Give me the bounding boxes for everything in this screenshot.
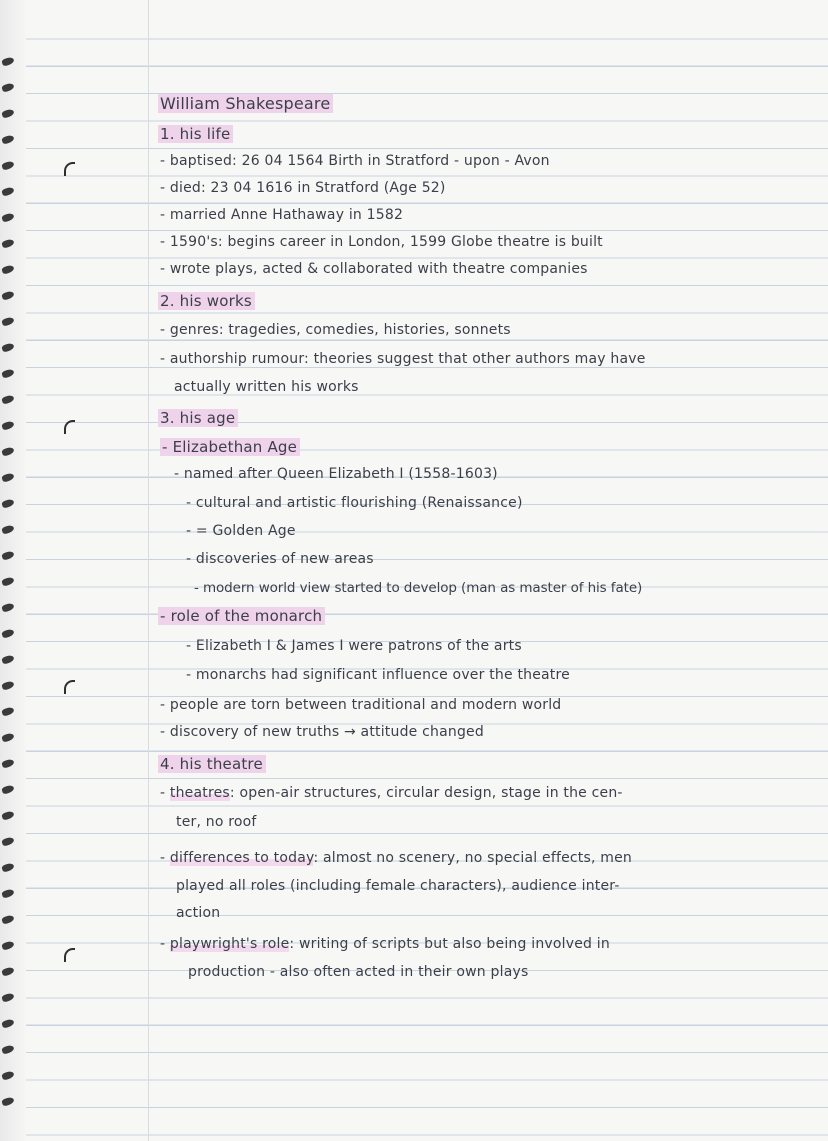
binding-hole xyxy=(1,368,15,378)
note-line: - discoveries of new areas xyxy=(186,551,374,567)
binding-hole xyxy=(1,680,15,690)
section-heading-works: 2. his works xyxy=(158,291,255,311)
note-line: - = Golden Age xyxy=(186,523,296,539)
binding-hole xyxy=(1,316,15,326)
margin-mark xyxy=(64,948,75,962)
spiral-binding xyxy=(0,0,26,1141)
binding-hole xyxy=(1,1070,15,1080)
binding-hole xyxy=(1,524,15,534)
binding-hole xyxy=(1,706,15,716)
section-heading-life: 1. his life xyxy=(158,124,233,144)
note-line: played all roles (including female characters), audience inter- xyxy=(176,878,620,894)
binding-hole xyxy=(1,550,15,560)
binding-hole xyxy=(1,862,15,872)
binding-hole xyxy=(1,940,15,950)
note-line: actually written his works xyxy=(174,379,359,395)
binding-hole xyxy=(1,1018,15,1028)
note-line: - died: 23 04 1616 in Stratford (Age 52) xyxy=(160,180,446,196)
binding-hole xyxy=(1,498,15,508)
binding-hole xyxy=(1,836,15,846)
binding-hole xyxy=(1,82,15,92)
note-line: - monarchs had significant influence over the theatre xyxy=(186,667,570,683)
binding-hole xyxy=(1,810,15,820)
page-title: William Shakespeare xyxy=(158,94,333,114)
margin-mark xyxy=(64,420,75,434)
binding-hole xyxy=(1,1096,15,1106)
binding-hole xyxy=(1,394,15,404)
binding-hole xyxy=(1,992,15,1002)
margin-mark xyxy=(64,680,75,694)
note-line: - cultural and artistic flourishing (Renaissance) xyxy=(186,495,523,511)
note-line: - genres: tragedies, comedies, histories, sonnets xyxy=(160,322,511,338)
binding-hole xyxy=(1,290,15,300)
subheading-role-of-monarch: - role of the monarch xyxy=(158,606,325,626)
binding-hole xyxy=(1,784,15,794)
note-line: - Elizabeth I & James I were patrons of the arts xyxy=(186,638,522,654)
note-line: - 1590's: begins career in London, 1599 Globe theatre is built xyxy=(160,234,603,250)
binding-hole xyxy=(1,1044,15,1054)
margin-mark xyxy=(64,162,75,176)
binding-hole xyxy=(1,914,15,924)
binding-hole xyxy=(1,160,15,170)
binding-hole xyxy=(1,602,15,612)
section-heading-age: 3. his age xyxy=(158,408,238,428)
note-line: action xyxy=(176,905,221,921)
binding-hole xyxy=(1,186,15,196)
binding-hole xyxy=(1,212,15,222)
note-line: - named after Queen Elizabeth I (1558-1603) xyxy=(174,466,498,482)
binding-hole xyxy=(1,758,15,768)
binding-hole xyxy=(1,108,15,118)
note-line: - married Anne Hathaway in 1582 xyxy=(160,207,404,223)
binding-hole xyxy=(1,56,15,66)
note-line-theatres: - theatres: open-air structures, circular design, stage in the cen- xyxy=(160,785,623,801)
binding-hole xyxy=(1,654,15,664)
note-line: - modern world view started to develop (man as master of his fate) xyxy=(194,580,643,596)
binding-hole xyxy=(1,472,15,482)
binding-hole xyxy=(1,628,15,638)
note-line-differences: - differences to today: almost no scenery, no special effects, men xyxy=(160,850,633,866)
binding-hole xyxy=(1,446,15,456)
note-line: production - also often acted in their own plays xyxy=(188,964,529,980)
note-line-playwright: - playwright's role: writing of scripts but also being involved in xyxy=(160,936,610,952)
margin-line xyxy=(148,0,149,1141)
binding-hole xyxy=(1,342,15,352)
binding-hole xyxy=(1,732,15,742)
note-line: - wrote plays, acted & collaborated with theatre companies xyxy=(160,261,588,277)
binding-hole xyxy=(1,576,15,586)
note-line: - discovery of new truths → attitude changed xyxy=(160,724,484,740)
note-line: ter, no roof xyxy=(176,814,257,830)
note-line: - authorship rumour: theories suggest that other authors may have xyxy=(160,351,646,367)
section-heading-theatre: 4. his theatre xyxy=(158,754,266,774)
binding-hole xyxy=(1,238,15,248)
note-line: - people are torn between traditional and modern world xyxy=(160,697,562,713)
note-line: - baptised: 26 04 1564 Birth in Stratford - upon - Avon xyxy=(160,153,550,169)
binding-hole xyxy=(1,264,15,274)
subheading-elizabethan-age: - Elizabethan Age xyxy=(160,437,300,457)
binding-hole xyxy=(1,888,15,898)
binding-hole xyxy=(1,134,15,144)
binding-hole xyxy=(1,966,15,976)
binding-hole xyxy=(1,420,15,430)
